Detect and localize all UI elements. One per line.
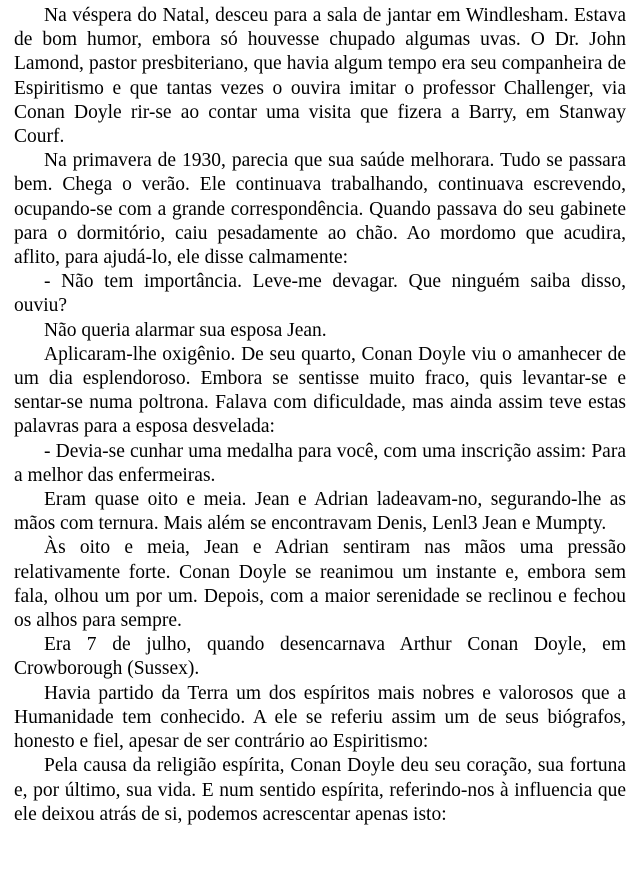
paragraph-half-past-eight: Eram quase oito e meia. Jean e Adrian ladeavam-no, segurando-lhe as mãos com ternura. Mais além se encontravam Denis, Lenl3 Jean e Mumpty. [14,489,626,535]
paragraph-dialogue-medal: - Devia-se cunhar uma medalha para você, com uma inscrição assim: Para a melhor das enfermeiras. [14,440,626,486]
paragraph-dialogue-butler: - Não tem importância. Leve-me devagar. Que ninguém saiba disso, ouviu? [14,271,626,317]
paragraph-spring-1930: Na primavera de 1930, parecia que sua saúde melhorara. Tudo se passara bem. Chega o verão. Ele continuava trabalhando, continuava escrevendo, ocupando-se com a grande correspondência. Quando passava do seu gabinete para o dormitório, caiu pesadamente ao chão. Ao mordomo que acudira, aflito, para ajudá-lo, ele disse calmamente: [14,150,626,269]
paragraph-oxygen: Aplicaram-lhe oxigênio. De seu quarto, Conan Doyle viu o amanhecer de um dia esplendoroso. Embora se sentisse muito fraco, quis levantar-se e sentar-se numa poltrona. Falava com dificuldade, mas ainda assim teve estas palavras para a esposa desvelada: [14,343,626,438]
paragraph-christmas-eve: Na véspera do Natal, desceu para a sala de jantar em Windlesham. Estava de bom humor, embora só houvesse chupado algumas uvas. O Dr. John Lamond, pastor presbiteriano, que havia algum tempo era seu companheira de Espiritismo e que tantas vezes o ouvira imitar o professor Challenger, via Conan Doyle rir-se ao contar uma visita que fizera a Barry, em Stanway Courf. [14,5,626,148]
paragraph-noble-spirit: Havia partido da Terra um dos espíritos mais nobres e valorosos que a Humanidade tem conhecido. A ele se referiu assim um de seus biógrafos, honesto e fiel, apesar de ser contrário ao Espiritismo: [14,682,626,753]
paragraph-final-moments: Às oito e meia, Jean e Adrian sentiram nas mãos uma pressão relativamente forte. Conan Doyle se reanimou um instante e, embora sem fala, olhou um por um. Depois, com a maior serenidade se reclinou e fechou os alhos para sempre. [14,537,626,632]
paragraph-spiritist-cause: Pela causa da religião espírita, Conan Doyle deu seu coração, sua fortuna e, por último, sua vida. E num sentido espírita, referindo-nos à influencia que ele deixou atrás de si, podemos acrescentar apenas isto: [14,755,626,825]
paragraph-alarm-wife: Não queria alarmar sua esposa Jean. [44,319,327,341]
paragraph-july-7: Era 7 de julho, quando desencarnava Arthur Conan Doyle, em Crowborough (Sussex). [14,634,626,680]
